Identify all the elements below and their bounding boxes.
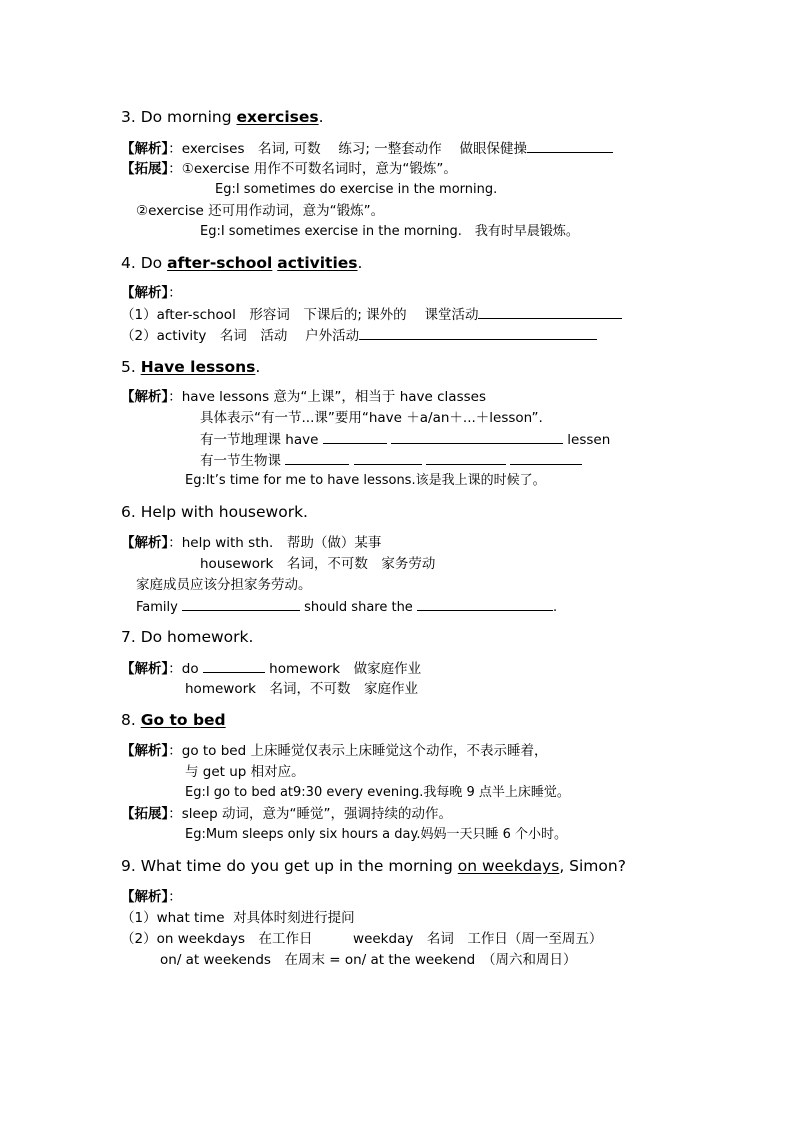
section-6-analysis: 【解析】：help with sth. 帮助（做）某事 (121, 535, 382, 551)
section-4-heading (121, 253, 362, 273)
heading-keyword: Have lessons (140, 358, 256, 376)
analysis-text: 具体表示“有一节...课”要用“have ＋a/an＋...＋lesson”. (200, 410, 543, 426)
section-8-analysis: 【解析】：go to bed 上床睡觉仅表示上床睡觉这个动作，不表示睡着， (121, 743, 548, 759)
section-8-heading (121, 710, 226, 730)
heading-text: . (357, 254, 363, 272)
analysis-tag: 【解析】 (121, 889, 169, 905)
analysis-tag: 【解析】 (121, 285, 169, 301)
analysis-text: homework 名词，不可数 家庭作业 (185, 681, 418, 697)
section-5-heading (121, 357, 260, 377)
heading-keyword: after-school (167, 254, 273, 272)
section-9-heading (121, 856, 626, 876)
extension-tag: 【拓展】 (121, 161, 169, 177)
fill-in-line: 有一节生物课 (200, 451, 582, 470)
section-7-analysis: 【解析】：do homework 做家庭作业 (121, 661, 422, 677)
answer-blank[interactable] (182, 597, 300, 611)
heading-text: 8. (121, 711, 141, 729)
analysis-item: （1）after-school 形容词 下课后的; 课外的 课堂活动 (121, 305, 622, 324)
analysis-item: on/ at weekends 在周末 = on/ at the weekend （周六和周日） (160, 952, 577, 968)
fill-in-line: Family should share the . (136, 597, 557, 617)
answer-blank[interactable] (323, 430, 387, 444)
analysis-tag: 【解析】 (121, 535, 169, 551)
section-8-extension: 【拓展】：sleep 动词，意为“睡觉”，强调持续的动作。 (121, 806, 452, 822)
heading-keyword: exercises (236, 108, 319, 126)
heading-text: 5. (121, 358, 141, 376)
section-3-extension (121, 160, 457, 178)
heading-text: . (255, 358, 261, 376)
extension-tag: 【拓展】 (121, 806, 169, 822)
answer-blank[interactable] (527, 139, 613, 153)
example-sentence: Eg:It’s time for me to have lessons.该是我上课的时候了。 (185, 473, 546, 488)
example-sentence: Eg:I go to bed at9:30 every evening.我每晚 9 点半上床睡觉。 (185, 785, 570, 800)
example-sentence: Eg:I sometimes exercise in the morning. 我有时早晨锻炼。 (200, 224, 579, 239)
heading-keyword: activities (277, 254, 358, 272)
answer-blank[interactable] (478, 305, 622, 319)
section-7-heading: 7. Do homework. (121, 628, 254, 646)
analysis-tag: 【解析】 (121, 661, 169, 677)
heading-text: 9. What time do you get up in the morning (121, 857, 458, 875)
answer-blank[interactable] (391, 430, 563, 444)
analysis-text: housework 名词，不可数 家务劳动 (200, 556, 436, 572)
analysis-text: 与 get up 相对应。 (185, 764, 305, 780)
analysis-tag: 【解析】 (121, 389, 169, 405)
answer-blank[interactable] (417, 597, 553, 611)
example-sentence: Eg:Mum sleeps only six hours a day.妈妈一天只睡 6 个小时。 (185, 827, 567, 842)
section-9-analysis: 【解析】： (121, 889, 182, 905)
answer-blank[interactable] (354, 451, 422, 465)
answer-blank[interactable] (203, 659, 265, 673)
analysis-tag: 【解析】 (121, 141, 169, 157)
fill-in-line: 有一节地理课 have lessen (200, 432, 611, 448)
heading-text: , Simon? (559, 857, 626, 875)
section-6-heading: 6. Help with housework. (121, 503, 308, 521)
analysis-text: 家庭成员应该分担家务劳动。 (136, 577, 312, 593)
analysis-item: （1）what time 对具体时刻进行提问 (121, 910, 355, 926)
heading-text: 4. Do (121, 254, 168, 272)
answer-blank[interactable] (285, 451, 349, 465)
section-3-analysis (121, 139, 613, 158)
heading-keyword: on weekdays (457, 857, 560, 875)
analysis-item: （2）activity 名词 活动 户外活动 (121, 326, 597, 345)
section-5-analysis: 【解析】：have lessons 意为“上课”，相当于 have classes (121, 389, 486, 405)
section-4-analysis: 【解析】： (121, 285, 182, 301)
extension-text: ②exercise 还可用作动词，意为“锻炼”。 (136, 203, 385, 219)
analysis-item: （2）on weekdays 在工作日 weekday 名词 工作日（周一至周五） (121, 931, 603, 947)
heading-text: . (318, 108, 324, 126)
heading-keyword: Go to bed (140, 711, 226, 729)
example-sentence: Eg:I sometimes do exercise in the morning. (215, 182, 498, 197)
answer-blank[interactable] (426, 451, 506, 465)
section-3-heading (121, 107, 324, 127)
analysis-text: ：exercises 名词, 可数 练习; 一整套动作 做眼保健操 (168, 141, 528, 157)
analysis-tag: 【解析】 (121, 743, 169, 759)
extension-text: ：①exercise 用作不可数名词时，意为“锻炼”。 (168, 161, 457, 177)
answer-blank[interactable] (510, 451, 582, 465)
heading-text: 3. Do morning (121, 108, 237, 126)
answer-blank[interactable] (359, 326, 597, 340)
